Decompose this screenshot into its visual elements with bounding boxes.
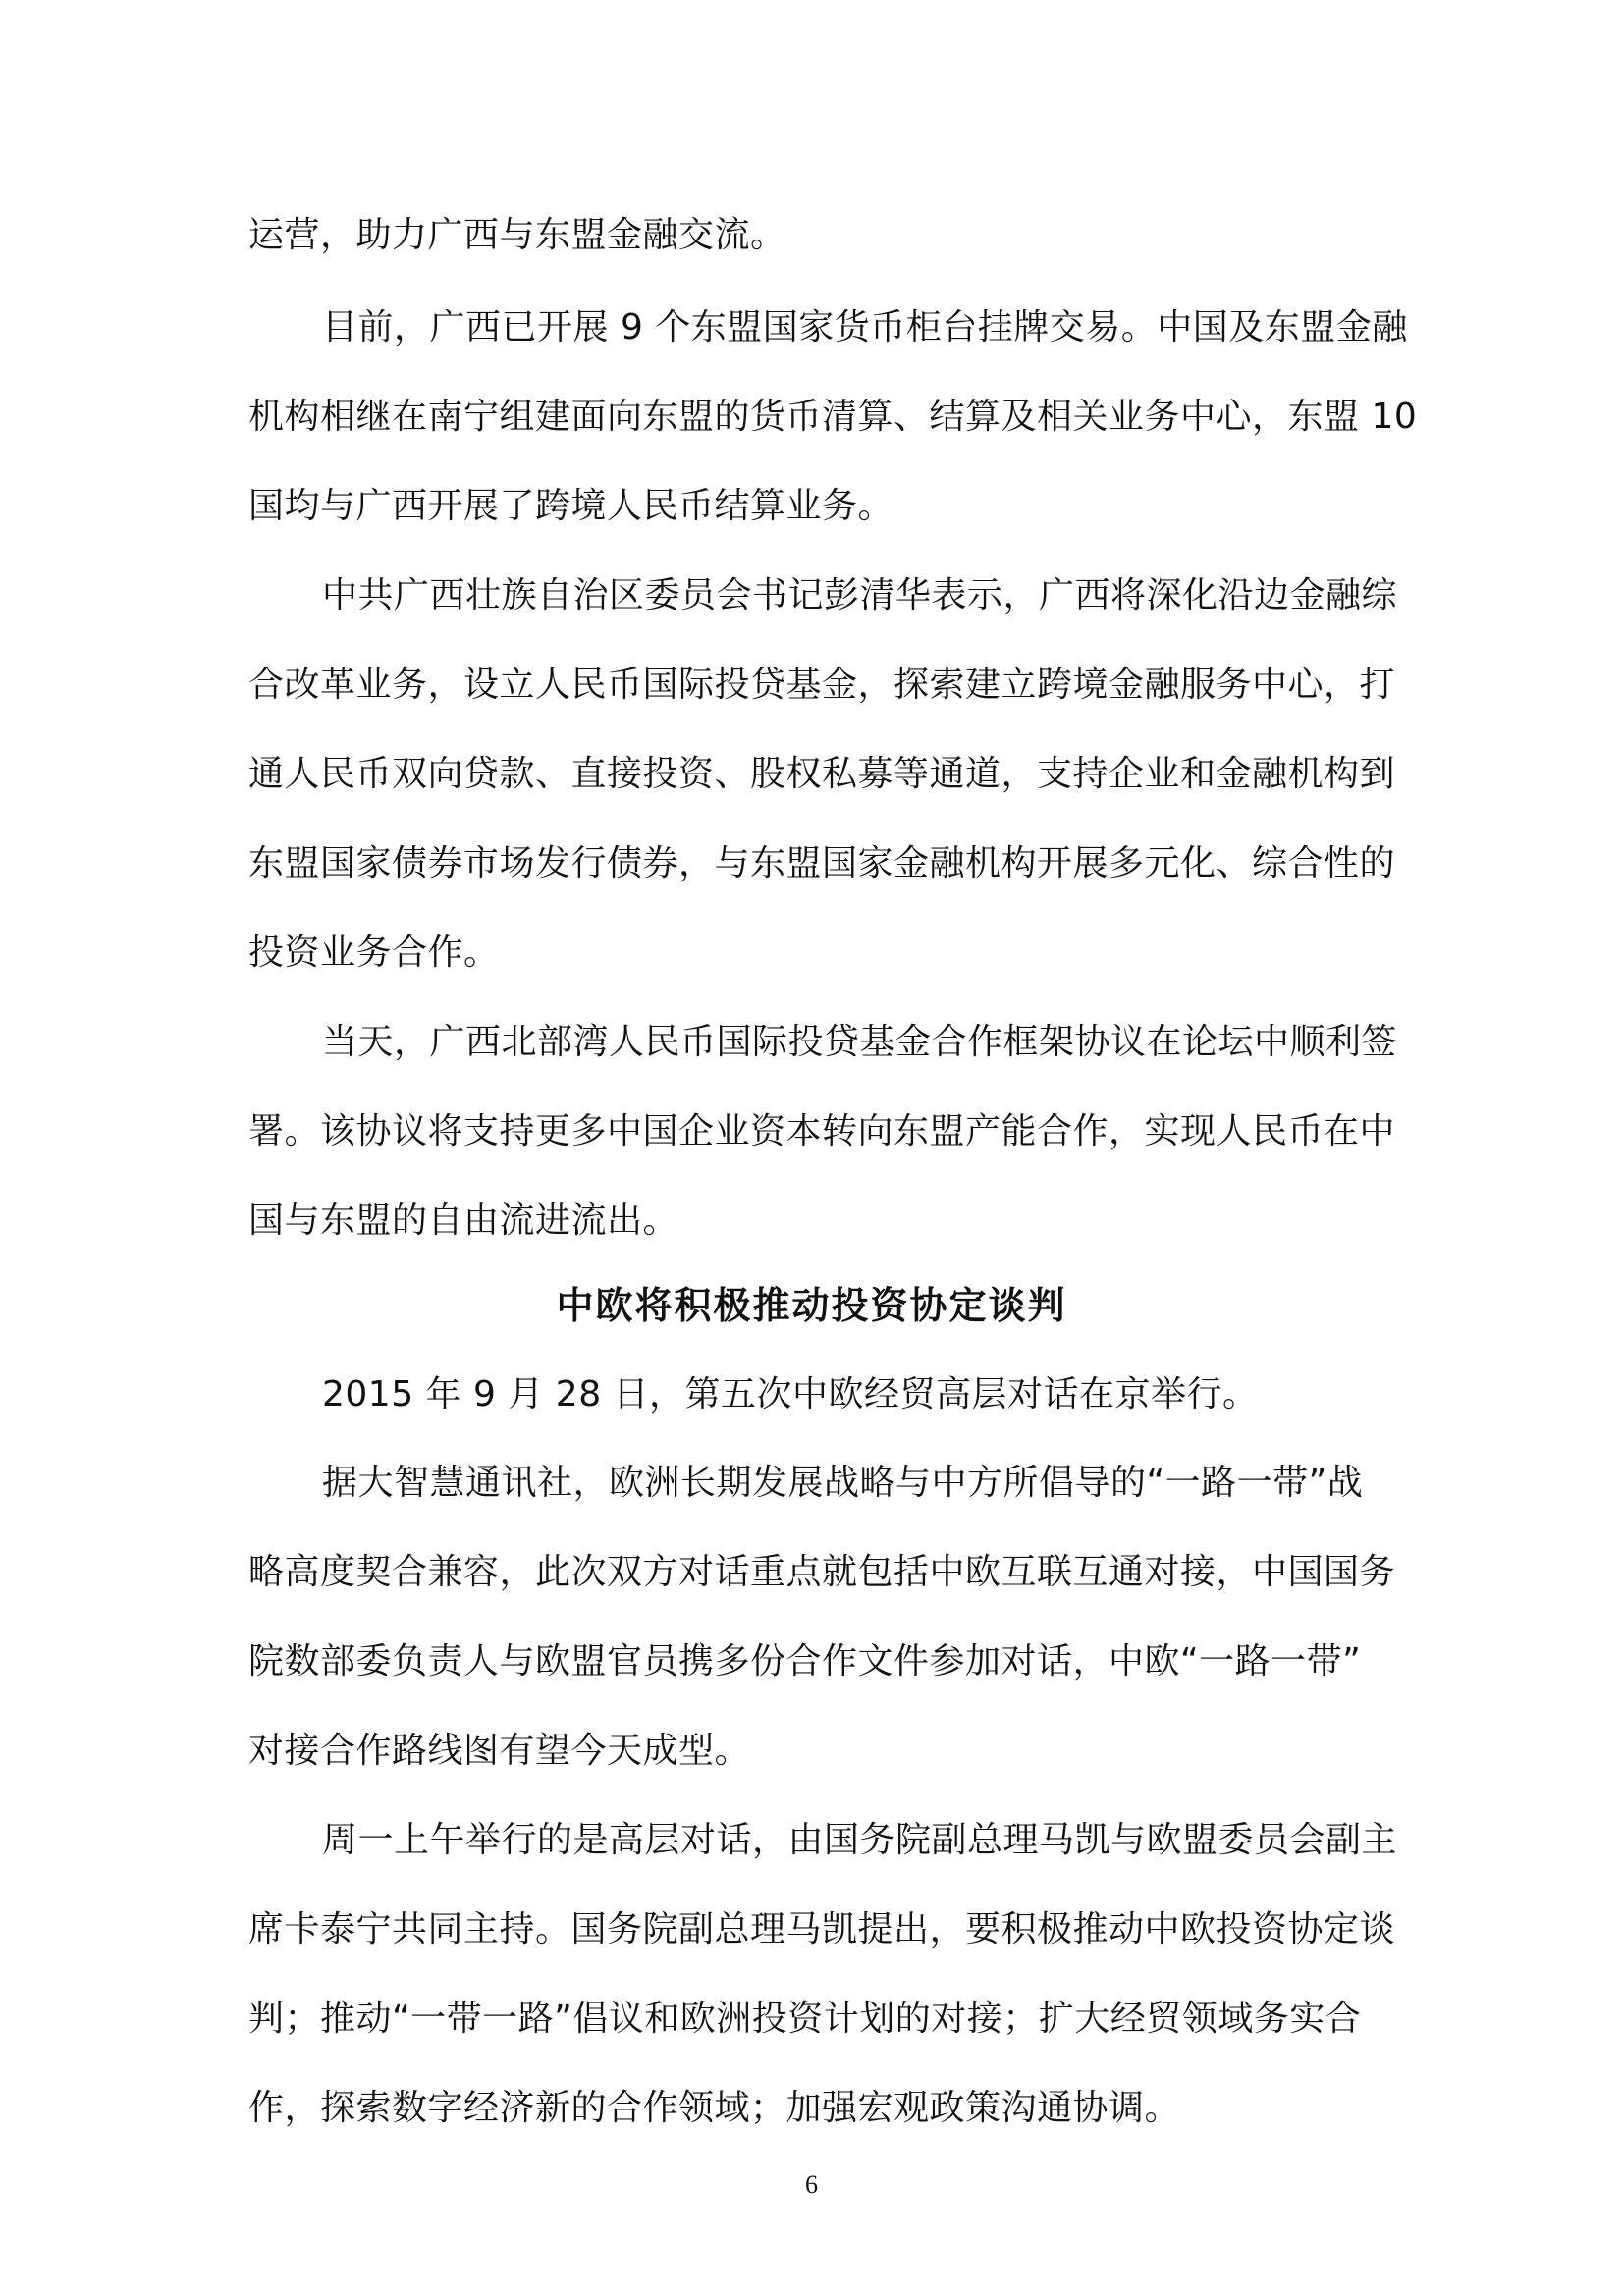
paragraph-line: 署。该协议将支持更多中国企业资本转向东盟产能合作，实现人民币在中 — [248, 1111, 1396, 1151]
paragraph-line: 通人民币双向贷款、直接投资、股权私募等通道，支持企业和金融机构到 — [248, 754, 1396, 794]
paragraph-line: 机构相继在南宁组建面向东盟的货币清算、结算及相关业务中心，东盟 10 — [248, 397, 1418, 437]
section-heading: 中欧将积极推动投资协定谈判 — [556, 1284, 1067, 1327]
paragraph-line: 合改革业务，设立人民币国际投贷基金，探索建立跨境金融服务中心，打 — [248, 665, 1396, 705]
paragraph-line: 据大智慧通讯社，欧洲长期发展战略与中方所倡导的“一路一带”战 — [322, 1463, 1364, 1503]
paragraph-line: 东盟国家债券市场发行债券，与东盟国家金融机构开展多元化、综合性的 — [248, 843, 1396, 883]
paragraph-line: 目前，广西已开展 9 个东盟国家货币柜台挂牌交易。中国及东盟金融 — [322, 307, 1408, 347]
paragraph-line: 对接合作路线图有望今天成型。 — [248, 1731, 751, 1771]
paragraph-line: 国与东盟的自由流进流出。 — [248, 1201, 679, 1241]
paragraph-line: 席卡泰宁共同主持。国务院副总理马凯提出，要积极推动中欧投资协定谈 — [248, 1909, 1396, 1949]
paragraph-line: 作，探索数字经济新的合作领域；加强宏观政策沟通协调。 — [248, 2088, 1181, 2128]
paragraph-line: 略高度契合兼容，此次双方对话重点就包括中欧互联互通对接，中国国务 — [248, 1552, 1396, 1592]
paragraph-line: 国均与广西开展了跨境人民币结算业务。 — [248, 486, 894, 526]
paragraph-line: 2015 年 9 月 28 日，第五次中欧经贸高层对话在京举行。 — [322, 1374, 1259, 1415]
paragraph-line: 院数部委负责人与欧盟官员携多份合作文件参加对话，中欧“一路一带” — [248, 1641, 1362, 1682]
paragraph-line: 判；推动“一带一路”倡议和欧洲投资计划的对接；扩大经贸领域务实合 — [248, 1999, 1362, 2039]
page-number: 6 — [805, 2170, 818, 2199]
paragraph-line: 周一上午举行的是高层对话，由国务院副总理马凯与欧盟委员会副主 — [322, 1820, 1398, 1860]
paragraph-line: 当天，广西北部湾人民币国际投贷基金合作框架协议在论坛中顺利签 — [322, 1022, 1398, 1062]
paragraph-line: 中共广西壮族自治区委员会书记彭清华表示，广西将深化沿边金融综 — [322, 575, 1398, 615]
paragraph-line: 运营，助力广西与东盟金融交流。 — [248, 215, 786, 255]
paragraph-line: 投资业务合作。 — [248, 933, 500, 973]
